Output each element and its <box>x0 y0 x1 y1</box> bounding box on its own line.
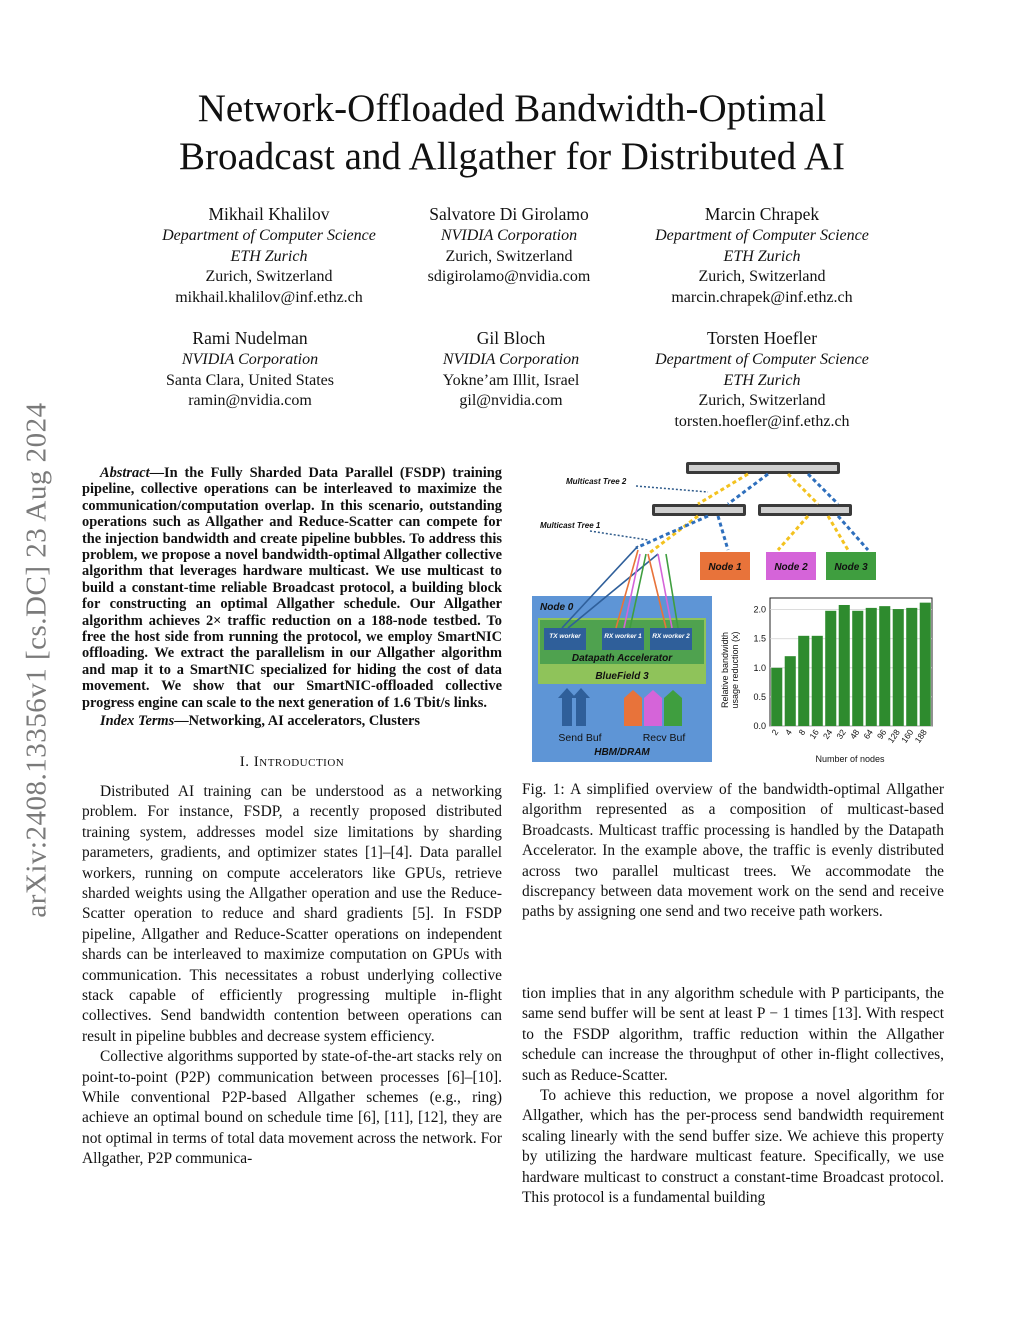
chart-bar <box>785 656 796 726</box>
author-name: Torsten Hoefler <box>706 328 818 348</box>
bandwidth-bar-chart <box>720 598 932 764</box>
chart-bar <box>879 606 890 726</box>
author-email: sdigirolamo@nvidia.com <box>427 268 591 285</box>
author-block <box>105 326 395 412</box>
author-location: Zurich, Switzerland <box>698 268 826 285</box>
author-email: torsten.hoefler@inf.ethz.ch <box>674 412 850 430</box>
intro-paragraph-2: Collective algorithms supported by state-of-the-art stacks rely on point-to-point (P2P) communication between processes [6]–[10]. While conventional P2P-based Allgather schemes (e.g., ring) achieve an optimal bound on schedule time [6], [11], [12], they are not optimal in terms of total data movement across the network. For Allgather, P2P communica- <box>82 1048 502 1168</box>
right-column <box>522 984 944 1208</box>
chart-ytick-label: 1.5 <box>753 633 766 644</box>
intro-paragraph-1: Distributed AI training can be understood as a networking problem. For instance, FSDP, a recently proposed distributed training system, addresses model size limitations by sharding parameters, gradients, and optimizer states [1]–[4]. Data parallel workers, running on compute accelerators like GPUs, retrieve sharded weights using the Allgather operation and use the Reduce-Scatter operation to reduce and shard gradients [5]. In FSDP pipeline, Allgather and Reduce-Scatter operations on independent shards can be interleaved to maximize computation on GPUs with communication. This necessitates a robust underlying collective stack capable of efficiently progressing multiple in-flight collectives. Send bandwidth contention between operations can result in pipeline bubbles and decrease system efficiency. <box>82 782 502 1045</box>
chart-bar <box>825 611 836 726</box>
recv-buf-label: Recv Buf <box>642 732 686 744</box>
author-block <box>364 202 654 288</box>
switch-top <box>686 462 840 474</box>
index-terms-label: Index Terms <box>100 713 175 730</box>
chart-bar <box>771 668 782 726</box>
figure-caption: Fig. 1: A simplified overview of the bandwidth-optimal Allgather algorithm represented as a composition of multicast-based Broadcasts. Multicast traffic processing is handled by the Datapath Accelerator. In the example above, the traffic is evenly distributed across two parallel multicast trees. We accommodate the discrepancy between data movement work on the send and receive paths by assigning one send and two receive path workers. <box>522 781 944 921</box>
chart-xtick-label: 2 <box>769 727 781 738</box>
chart-xtick-label: 188 <box>912 727 929 745</box>
author-location: Zurich, Switzerland <box>205 268 333 285</box>
chart-bar <box>852 611 863 726</box>
chart-bar <box>893 609 904 726</box>
author-name: Rami Nudelman <box>192 328 308 348</box>
chart-xlabel: Number of nodes <box>815 754 885 764</box>
tx-worker-label: TX worker <box>549 633 581 640</box>
chart-xtick-label: 24 <box>820 727 835 741</box>
bluefield-label: BlueField 3 <box>595 671 649 682</box>
author-name: Gil Bloch <box>476 328 546 348</box>
chart-ylabel-line2: usage reduction (x) <box>730 631 740 709</box>
chart-ytick-label: 0.0 <box>753 721 766 731</box>
author-email: gil@nvidia.com <box>459 392 563 409</box>
author-affiliation: ETH Zurich <box>723 247 801 265</box>
chart-bar <box>812 636 823 726</box>
author-affiliation: Department of Computer Science <box>162 227 376 244</box>
author-affiliation: ETH Zurich <box>230 247 308 265</box>
chart-bar <box>906 608 917 726</box>
title-line-1: Network-Offloaded Bandwidth-Optimal <box>197 87 827 130</box>
author-affiliation: Department of Computer Science <box>655 351 869 368</box>
author-email: mikhail.khalilov@inf.ethz.ch <box>175 288 363 306</box>
tree1-label: Multicast Tree 1 <box>540 521 601 530</box>
chart-xtick-label: 160 <box>899 727 916 745</box>
chart-ytick-label: 2.0 <box>753 604 766 615</box>
paper-title <box>80 85 944 181</box>
chart-ytick-label: 0.5 <box>753 691 766 702</box>
author-name: Salvatore Di Girolamo <box>429 204 589 224</box>
chart-xtick-label: 64 <box>861 727 875 741</box>
arxiv-identifier: arXiv:2408.13356v1 [cs.DC] 23 Aug 2024 <box>20 402 53 918</box>
right-paragraph-2: To achieve this reduction, we propose a novel algorithm for Allgather, which has the per-process send bandwidth requirement scaling linearly with the send buffer size. We achieve this property by utilizing the hardware multicast feature. Specifically, we use hardware multicast to construct a constant-time Broadcast protocol. This protocol is a fundamental building <box>522 1087 944 1207</box>
index-terms <box>82 713 502 729</box>
author-block <box>617 202 907 308</box>
author-name: Mikhail Khalilov <box>208 204 330 224</box>
arxiv-sidebar <box>12 350 62 970</box>
chart-bar <box>920 603 931 726</box>
author-affiliation: NVIDIA Corporation <box>442 351 580 368</box>
abstract <box>82 465 502 711</box>
chart-xtick-label: 32 <box>834 727 848 741</box>
chart-bar <box>798 636 809 726</box>
author-email: marcin.chrapek@inf.ethz.ch <box>671 288 853 306</box>
abstract-text: —In the Fully Sharded Data Parallel (FSDP) training pipeline, collective operations can be interleaved to maximize the communication/computation overlap. In this scenario, outstanding operations such as Allgather and Reduce-Scatter can compete for the injection bandwidth and create pipeline bubbles. To address this problem, we propose a novel bandwidth-optimal Allgather collective algorithm that leverages hardware multicast. We use multicast to build a constant-time reliable Broadcast protocol, a building block for constructing an optimal Allgather schedule. Our Allgather algorithm achieves 2× traffic reduction on a 188-node testbed. To free the host side from running the protocol, we employ SmartNIC offloading. We extract the parallelism in our Allgather algorithm and map it to a SmartNIC specialized for hiding the cost of data movement. We show that our SmartNIC-offloaded collective progress engine can scale to the next generation of 1.6 Tbit/s links. <box>82 465 502 711</box>
chart-xtick-label: 48 <box>847 727 862 741</box>
dpa-label: Datapath Accelerator <box>571 653 673 664</box>
author-email: ramin@nvidia.com <box>188 392 312 409</box>
chart-xtick-label: 128 <box>885 727 902 745</box>
author-affiliation: Department of Computer Science <box>655 227 869 244</box>
index-terms-text: —Networking, AI accelerators, Clusters <box>174 713 421 730</box>
chart-xtick-label: 8 <box>796 727 808 738</box>
rx-worker-2-label: RX worker 2 <box>652 633 690 640</box>
chart-bar <box>866 608 877 726</box>
title-line-2: Broadcast and Allgather for Distributed AI <box>178 135 846 178</box>
chart-bar <box>839 605 850 726</box>
chart-ytick-label: 1.0 <box>753 662 766 673</box>
author-name: Marcin Chrapek <box>704 204 820 224</box>
author-location: Santa Clara, United States <box>166 371 334 389</box>
right-paragraph-1: tion implies that in any algorithm schedule with P participants, the same send buffer will be sent at least P − 1 times [13]. With respect to the FSDP algorithm, traffic reduction within the Allgather schedule can increase the throughput of other in-flight collectives, such as Reduce-Scatter. <box>522 985 944 1084</box>
section-heading: I. Introduction <box>239 753 345 770</box>
switch-right <box>758 504 852 516</box>
node-3-label: Node 3 <box>834 562 868 573</box>
rx-worker-1-label: RX worker 1 <box>604 633 642 640</box>
send-buf-label: Send Buf <box>558 732 602 744</box>
author-affiliation: NVIDIA Corporation <box>181 351 319 368</box>
author-location: Zurich, Switzerland <box>445 247 573 265</box>
author-location: Zurich, Switzerland <box>698 392 826 409</box>
author-block <box>366 326 656 412</box>
chart-xtick-label: 96 <box>874 727 889 741</box>
node-0-label: Node 0 <box>540 602 574 613</box>
left-column <box>82 465 502 1170</box>
node-2-label: Node 2 <box>774 562 808 573</box>
node-1-label: Node 1 <box>708 562 742 573</box>
author-affiliation: ETH Zurich <box>723 371 801 389</box>
author-affiliation: NVIDIA Corporation <box>440 227 578 244</box>
author-block <box>617 326 907 432</box>
chart-ylabel-line1: Relative bandwidth <box>720 631 730 709</box>
hbm-label: HBM/DRAM <box>594 747 650 758</box>
chart-xtick-label: 16 <box>807 727 821 741</box>
chart-xtick-label: 4 <box>782 727 794 738</box>
switch-left <box>652 504 746 516</box>
author-location: Yokne’am Illit, Israel <box>442 371 580 389</box>
tree2-label: Multicast Tree 2 <box>566 477 627 486</box>
abstract-label: Abstract <box>100 465 150 481</box>
figure-1 <box>528 458 944 764</box>
